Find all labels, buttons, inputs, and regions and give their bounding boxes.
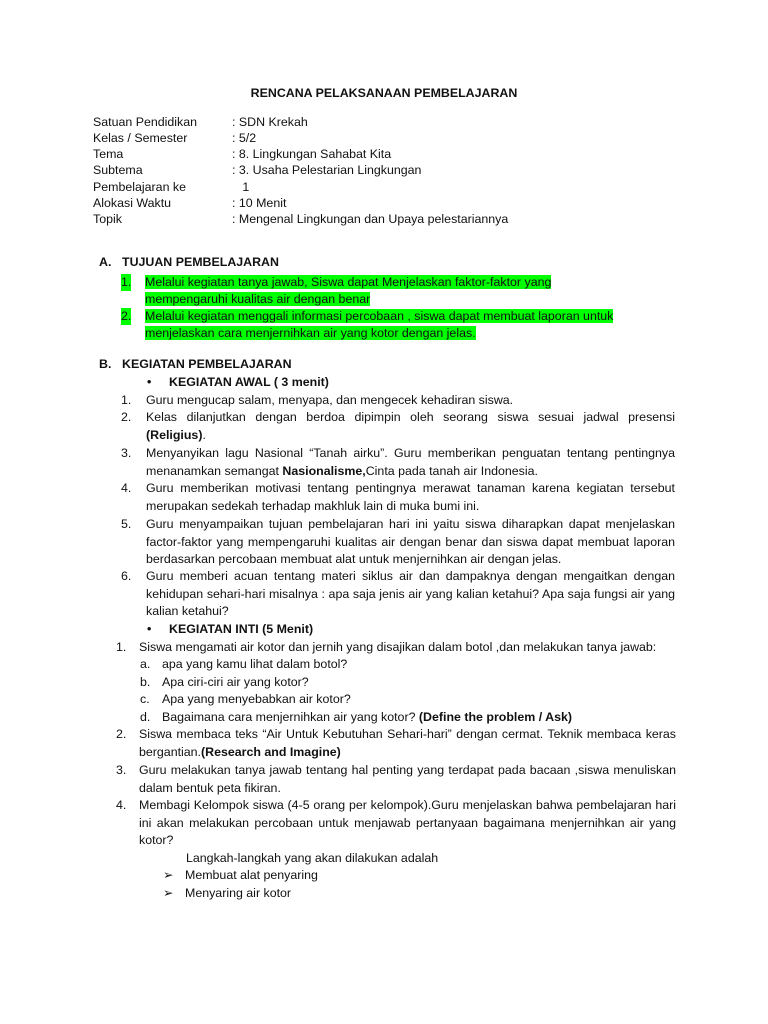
section-a-title: TUJUAN PEMBELAJARAN — [122, 255, 279, 269]
identity-value: : 10 Menit — [232, 196, 287, 210]
item-number: 4. — [116, 798, 127, 812]
question-letter: d. — [140, 710, 151, 724]
arrow-right-icon: ➢ — [163, 886, 174, 900]
item-text: Guru memberi acuan tentang materi siklus air dan dampaknya dengan mengaitkan dengan kehidupan sehari-hari misalnya : apa saja jenis air yang kalian ketahui? Apa saja fungsi air yang kalian ketahui? — [146, 569, 675, 619]
arrow-right-icon: ➢ — [163, 868, 174, 882]
section-a-letter: A. — [99, 255, 112, 269]
identity-label: Pembelajaran ke — [93, 180, 186, 194]
question-text: apa yang kamu lihat dalam botol? — [162, 657, 348, 671]
bullet-icon: • — [147, 622, 152, 636]
objective-line: menjelaskan cara menjernihkan air yang kotor dengan jelas. — [145, 326, 476, 340]
item-number: 3. — [121, 446, 132, 460]
question-text: Apa ciri-ciri air yang kotor? — [162, 675, 309, 689]
step-text: Menyaring air kotor — [185, 886, 292, 900]
objective-line: mempengaruhi kualitas air dengan benar — [145, 292, 371, 306]
section-b-letter: B. — [99, 357, 112, 371]
item-text: Kelas dilanjutkan dengan berdoa dipimpin oleh seorang siswa sesuai jadwal presensi — [146, 410, 675, 424]
identity-label: Tema — [93, 147, 124, 161]
item-number: 6. — [121, 569, 132, 583]
item-number: 3. — [116, 763, 127, 777]
identity-value: : 5/2 — [232, 131, 257, 145]
question-letter: c. — [140, 692, 150, 706]
objective-number: 1. — [121, 275, 132, 289]
step-text: Membuat alat penyaring — [185, 868, 318, 882]
page-title: RENCANA PELAKSANAAN PEMBELAJARAN — [250, 86, 518, 100]
item-emphasis: Nasionalisme, — [282, 463, 366, 478]
question-emphasis: (Define the problem / Ask) — [418, 710, 572, 724]
identity-label: Topik — [93, 212, 122, 226]
question-text: Apa yang menyebabkan air kotor? — [162, 692, 351, 706]
identity-value: : 3. Usaha Pelestarian Lingkungan — [232, 163, 422, 177]
item-number: 4. — [121, 481, 132, 495]
item-number: 5. — [121, 517, 132, 531]
item-text-tail: Cinta pada tanah air Indonesia. — [365, 463, 538, 478]
question-text: Bagaimana cara menjernihkan air yang kotor? — [162, 710, 419, 724]
item-text-tail: . — [202, 427, 206, 442]
kegiatan-inti-heading — [147, 621, 313, 638]
steps-intro: Langkah-langkah yang akan dilakukan adalah — [186, 851, 439, 865]
question-letter: b. — [140, 675, 151, 689]
identity-label: Satuan Pendidikan — [93, 115, 198, 129]
objective-line: Melalui kegiatan menggali informasi percobaan , siswa dapat membuat laporan untuk — [145, 309, 614, 323]
identity-value: : SDN Krekah — [232, 115, 308, 129]
item-text: Guru memberikan motivasi tentang pentingnya merawat tanaman karena kegiatan tersebut merupakan sedekah terhadap makhluk lain di muka bumi ini. — [146, 481, 675, 513]
question-letter: a. — [140, 657, 151, 671]
identity-label: Subtema — [93, 163, 143, 177]
item-text: Membagi Kelompok siswa (4-5 orang per kelompok).Guru menjelaskan bahwa pembelajaran hari ini akan melakukan percobaan untuk menjawab pertanyaan bagaimana menjernihkan air yang kotor? — [139, 798, 676, 848]
item-number: 2. — [121, 410, 132, 424]
kegiatan-awal-label: KEGIATAN AWAL ( 3 menit) — [169, 375, 329, 389]
objective-line: Melalui kegiatan tanya jawab, Siswa dapat Menjelaskan faktor-faktor yang — [145, 275, 552, 289]
kegiatan-awal-heading — [147, 374, 329, 391]
item-text: Guru melakukan tanya jawab tentang hal penting yang terdapat pada bacaan ,siswa menuliskan dalam bentuk peta fikiran. — [139, 763, 676, 795]
identity-value: : 8. Lingkungan Sahabat Kita — [232, 147, 392, 161]
section-b-title: KEGIATAN PEMBELAJARAN — [122, 357, 292, 371]
item-emphasis: (Religius) — [146, 427, 203, 442]
item-text: Menyanyikan lagu Nasional “Tanah airku”. Guru memberikan penguatan tentang pentingnya menanamkan semangat — [146, 446, 675, 478]
kegiatan-inti-label: KEGIATAN INTI (5 Menit) — [169, 622, 314, 636]
identity-label: Kelas / Semester — [93, 131, 188, 145]
item-number: 1. — [116, 640, 127, 654]
item-number: 1. — [121, 393, 132, 407]
identity-value: : Mengenal Lingkungan dan Upaya pelestariannya — [232, 212, 509, 226]
identity-label: Alokasi Waktu — [93, 196, 172, 210]
item-text: Siswa membaca teks “Air Untuk Kebutuhan Sehari-hari” dengan cermat. Teknik membaca keras bergantian. — [139, 727, 676, 759]
item-text: Siswa mengamati air kotor dan jernih yang disajikan dalam botol ,dan melakukan tanya jawab: — [139, 640, 657, 654]
item-text: Guru mengucap salam, menyapa, dan mengecek kehadiran siswa. — [146, 393, 514, 407]
item-text: Guru menyampaikan tujuan pembelajaran hari ini yaitu siswa diharapkan dapat menjelaskan factor-faktor yang mempengaruhi kualitas air dengan benar dan siswa dapat membuat laporan berdasarkan percobaan membuat alat untuk menjernihkan air dengan jelas. — [146, 517, 675, 567]
item-number: 2. — [116, 727, 127, 741]
objective-number: 2. — [121, 309, 132, 323]
identity-value: 1 — [232, 180, 250, 194]
item-emphasis: (Research and Imagine) — [201, 744, 341, 759]
bullet-icon: • — [147, 375, 152, 389]
